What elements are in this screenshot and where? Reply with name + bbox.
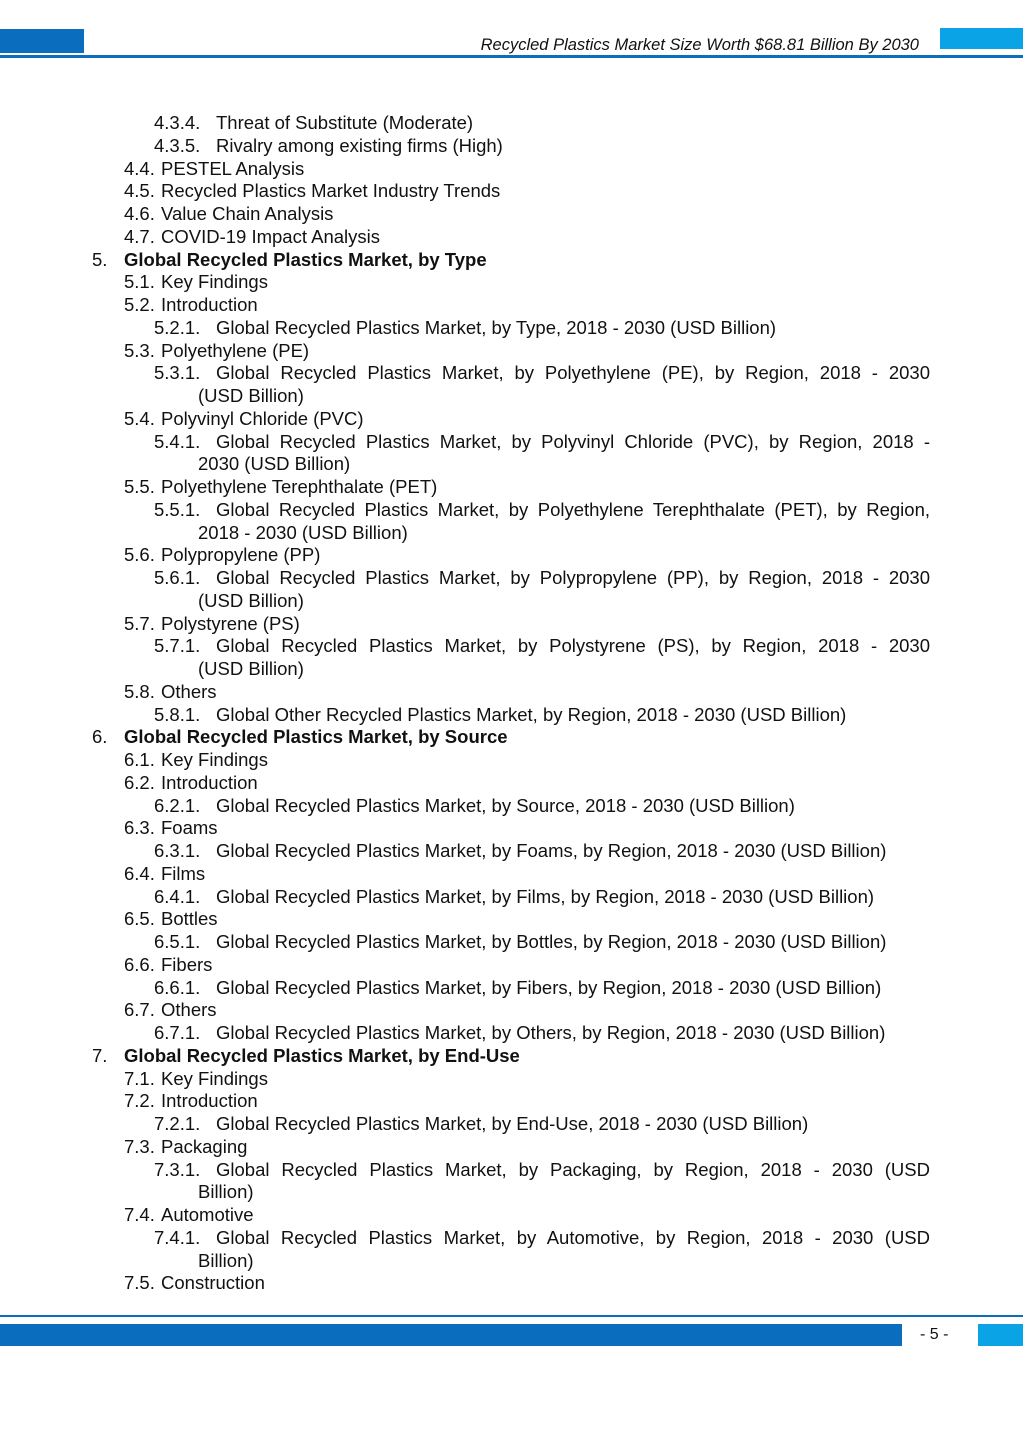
toc-entry bbox=[0, 294, 1023, 317]
toc-entry-number: 5.7. bbox=[124, 612, 155, 634]
toc-entry-number: 5.8. bbox=[124, 680, 155, 702]
toc-entry bbox=[0, 1272, 1023, 1295]
toc-entry-text: Polyethylene (PE) bbox=[161, 339, 310, 361]
toc-entry-number: 5.2. bbox=[124, 294, 155, 315]
footer-bar bbox=[0, 1324, 902, 1346]
toc-entry-text: Rivalry among existing firms (High) bbox=[216, 134, 503, 156]
toc-entry-text: Billion) bbox=[198, 1249, 254, 1271]
toc-entry-text: Global Recycled Plastics Market, by Automotive, by Region, 2018 - 2030 (USD bbox=[216, 1226, 930, 1248]
header-accent-right bbox=[940, 28, 1023, 49]
toc-entry-number: 4.4. bbox=[124, 157, 155, 179]
toc-entry-text: Foams bbox=[161, 817, 218, 839]
toc-entry-number: 4.7. bbox=[124, 225, 155, 247]
toc-entry-number: 7.2. bbox=[124, 1090, 155, 1112]
toc-entry-number: 5.6. bbox=[124, 544, 155, 566]
toc-entry-number: 7.3.1. bbox=[154, 1158, 201, 1180]
toc-entry bbox=[0, 749, 1023, 772]
toc-entry-text: Global Recycled Plastics Market, by Source bbox=[124, 726, 508, 748]
toc-entry-number: 6.5.1. bbox=[154, 931, 201, 952]
toc-entry-text: Automotive bbox=[161, 1204, 254, 1225]
toc-entry-number: 5.8.1. bbox=[154, 703, 201, 725]
toc-entry bbox=[0, 1227, 1023, 1250]
toc-entry-text: (USD Billion) bbox=[198, 658, 304, 679]
toc-entry bbox=[0, 408, 1023, 431]
toc-entry bbox=[0, 863, 1023, 886]
toc-entry bbox=[0, 1204, 1023, 1227]
toc-entry-continuation bbox=[0, 590, 1023, 613]
toc-entry bbox=[0, 726, 1023, 749]
toc-entry bbox=[0, 203, 1023, 226]
toc-entry-text: Global Recycled Plastics Market, by Polyethylene (PE), by Region, 2018 - 2030 bbox=[216, 362, 930, 384]
toc-entry-text: Global Recycled Plastics Market, by Type bbox=[124, 248, 487, 270]
toc-entry-text: Global Recycled Plastics Market, by Polyvinyl Chloride (PVC), by Region, 2018 - bbox=[216, 430, 930, 452]
toc-entry-number: 6. bbox=[92, 726, 108, 748]
toc-entry-text: Fibers bbox=[161, 953, 213, 975]
toc-entry-continuation bbox=[0, 385, 1023, 408]
toc-entry-text: Introduction bbox=[161, 771, 258, 793]
footer-accent-right bbox=[978, 1324, 1023, 1346]
toc-entry bbox=[0, 704, 1023, 727]
toc-entry-continuation bbox=[0, 1250, 1023, 1273]
toc-entry bbox=[0, 681, 1023, 704]
toc-entry-text: Polystyrene (PS) bbox=[161, 612, 300, 634]
toc-entry-text: Global Recycled Plastics Market, by Others, by Region, 2018 - 2030 (USD Billion) bbox=[216, 1022, 886, 1043]
toc-entry-number: 5.4.1. bbox=[154, 430, 201, 452]
toc-entry-text: Global Recycled Plastics Market, by End-Use bbox=[124, 1044, 520, 1066]
toc-entry-number: 5.3.1. bbox=[154, 362, 201, 384]
toc-entry-number: 6.6. bbox=[124, 953, 155, 975]
toc-entry-text: Global Recycled Plastics Market, by Polystyrene (PS), by Region, 2018 - 2030 bbox=[216, 635, 930, 657]
toc-entry-text: (USD Billion) bbox=[198, 589, 304, 611]
toc-entry bbox=[0, 362, 1023, 385]
toc-entry bbox=[0, 567, 1023, 590]
toc-entry bbox=[0, 931, 1023, 954]
toc-entry bbox=[0, 158, 1023, 181]
footer-rule bbox=[0, 1315, 1023, 1317]
toc-entry-text: Global Recycled Plastics Market, by Films, by Region, 2018 - 2030 (USD Billion) bbox=[216, 885, 875, 907]
toc-entry-number: 4.6. bbox=[124, 203, 155, 224]
toc-entry bbox=[0, 499, 1023, 522]
toc-entry bbox=[0, 1045, 1023, 1068]
toc-entry bbox=[0, 772, 1023, 795]
toc-entry bbox=[0, 1022, 1023, 1045]
toc-entry-number: 6.4.1. bbox=[154, 885, 201, 907]
toc-entry-text: Construction bbox=[161, 1272, 265, 1294]
toc-entry-text: Bottles bbox=[161, 908, 218, 930]
toc-entry-number: 6.2.1. bbox=[154, 794, 201, 816]
toc-entry bbox=[0, 317, 1023, 340]
toc-entry-text: Global Recycled Plastics Market, by Foams, by Region, 2018 - 2030 (USD Billion) bbox=[216, 840, 887, 861]
page-header-title: Recycled Plastics Market Size Worth $68.81 Billion By 2030 bbox=[480, 36, 919, 54]
toc-entry-number: 6.7.1. bbox=[154, 1022, 201, 1043]
toc-entry-text: Films bbox=[161, 862, 206, 884]
toc-entry-text: Global Recycled Plastics Market, by End-Use, 2018 - 2030 (USD Billion) bbox=[216, 1113, 809, 1134]
toc-entry bbox=[0, 271, 1023, 294]
toc-entry-number: 6.5. bbox=[124, 908, 155, 930]
toc-entry bbox=[0, 112, 1023, 135]
toc-entry-number: 5.7.1. bbox=[154, 635, 201, 657]
toc-entry-number: 7.2.1. bbox=[154, 1113, 201, 1134]
toc-entry-text: PESTEL Analysis bbox=[161, 157, 305, 179]
toc-entry-text: Others bbox=[161, 680, 217, 702]
toc-entry-number: 6.7. bbox=[124, 999, 155, 1021]
toc-entry bbox=[0, 817, 1023, 840]
header-accent-left bbox=[0, 29, 84, 53]
toc-entry-number: 7. bbox=[92, 1044, 108, 1066]
toc-entry-number: 5.5. bbox=[124, 476, 155, 497]
toc-entry bbox=[0, 977, 1023, 1000]
toc-entry bbox=[0, 340, 1023, 363]
toc-entry-text: Global Recycled Plastics Market, by Type, 2018 - 2030 (USD Billion) bbox=[216, 316, 777, 338]
toc-entry-text: Value Chain Analysis bbox=[161, 203, 334, 224]
toc-entry-number: 5.5.1. bbox=[154, 498, 201, 520]
toc-entry-number: 5. bbox=[92, 248, 108, 270]
toc-entry-text: Polyethylene Terephthalate (PET) bbox=[161, 476, 438, 497]
toc-entry bbox=[0, 135, 1023, 158]
toc-entry bbox=[0, 795, 1023, 818]
toc-entry-number: 6.2. bbox=[124, 771, 155, 793]
toc-entry-text: Global Recycled Plastics Market, by Fibers, by Region, 2018 - 2030 (USD Billion) bbox=[216, 976, 882, 998]
toc-entry-text: Billion) bbox=[198, 1181, 254, 1203]
toc-entry-text: Global Other Recycled Plastics Market, by Region, 2018 - 2030 (USD Billion) bbox=[216, 703, 847, 725]
toc-entry-text: Key Findings bbox=[161, 749, 268, 770]
toc-entry-text: Global Recycled Plastics Market, by Source, 2018 - 2030 (USD Billion) bbox=[216, 794, 795, 816]
toc-entry-text: Introduction bbox=[161, 294, 258, 315]
toc-entry-text: Global Recycled Plastics Market, by Packaging, by Region, 2018 - 2030 (USD bbox=[216, 1158, 930, 1180]
toc-entry-text: Threat of Substitute (Moderate) bbox=[216, 112, 474, 133]
toc-entry-number: 5.6.1. bbox=[154, 567, 201, 588]
table-of-contents bbox=[0, 112, 1023, 1295]
toc-entry bbox=[0, 1113, 1023, 1136]
toc-entry-number: 5.4. bbox=[124, 407, 155, 429]
toc-entry-text: Polypropylene (PP) bbox=[161, 544, 321, 566]
toc-entry-number: 6.3.1. bbox=[154, 840, 201, 861]
toc-entry bbox=[0, 954, 1023, 977]
toc-entry bbox=[0, 476, 1023, 499]
toc-entry bbox=[0, 1068, 1023, 1091]
toc-entry-text: Global Recycled Plastics Market, by Bottles, by Region, 2018 - 2030 (USD Billion) bbox=[216, 931, 887, 952]
toc-entry bbox=[0, 544, 1023, 567]
toc-entry bbox=[0, 840, 1023, 863]
toc-entry-number: 4.3.4. bbox=[154, 112, 201, 133]
toc-entry bbox=[0, 999, 1023, 1022]
toc-entry-number: 7.4.1. bbox=[154, 1226, 201, 1248]
toc-entry-text: Key Findings bbox=[161, 1067, 268, 1089]
toc-entry bbox=[0, 180, 1023, 203]
toc-entry-number: 7.5. bbox=[124, 1272, 155, 1294]
toc-entry-text: COVID-19 Impact Analysis bbox=[161, 225, 380, 247]
toc-entry-number: 6.4. bbox=[124, 862, 155, 884]
toc-entry bbox=[0, 635, 1023, 658]
toc-entry-continuation bbox=[0, 453, 1023, 476]
toc-entry-number: 6.1. bbox=[124, 749, 155, 770]
toc-entry-number: 5.3. bbox=[124, 339, 155, 361]
toc-entry-number: 4.3.5. bbox=[154, 134, 201, 156]
toc-entry-number: 7.3. bbox=[124, 1135, 155, 1157]
toc-entry bbox=[0, 1159, 1023, 1182]
toc-entry-number: 6.6.1. bbox=[154, 976, 201, 998]
toc-entry-text: Global Recycled Plastics Market, by Polyethylene Terephthalate (PET), by Region, bbox=[216, 498, 930, 520]
toc-entry-continuation bbox=[0, 1181, 1023, 1204]
toc-entry-number: 4.5. bbox=[124, 180, 155, 202]
toc-entry-text: Key Findings bbox=[161, 271, 268, 293]
toc-entry-text: Polyvinyl Chloride (PVC) bbox=[161, 407, 364, 429]
toc-entry-number: 6.3. bbox=[124, 817, 155, 839]
toc-entry-continuation bbox=[0, 658, 1023, 681]
toc-entry bbox=[0, 431, 1023, 454]
toc-entry bbox=[0, 1090, 1023, 1113]
toc-entry-number: 5.1. bbox=[124, 271, 155, 293]
toc-entry bbox=[0, 886, 1023, 909]
toc-entry-text: 2030 (USD Billion) bbox=[198, 453, 351, 475]
header-rule bbox=[0, 55, 1023, 58]
toc-entry-text: 2018 - 2030 (USD Billion) bbox=[198, 521, 408, 543]
toc-entry-text: (USD Billion) bbox=[198, 385, 304, 406]
toc-entry bbox=[0, 613, 1023, 636]
toc-entry-text: Global Recycled Plastics Market, by Polypropylene (PP), by Region, 2018 - 2030 bbox=[216, 567, 930, 588]
toc-entry-number: 5.2.1. bbox=[154, 316, 201, 338]
toc-entry bbox=[0, 249, 1023, 272]
toc-entry-number: 7.1. bbox=[124, 1067, 155, 1089]
toc-entry-text: Recycled Plastics Market Industry Trends bbox=[161, 180, 501, 202]
toc-entry-number: 7.4. bbox=[124, 1204, 155, 1225]
toc-entry-text: Others bbox=[161, 999, 217, 1021]
toc-entry-text: Introduction bbox=[161, 1090, 258, 1112]
toc-entry bbox=[0, 226, 1023, 249]
toc-entry-text: Packaging bbox=[161, 1135, 248, 1157]
toc-entry-continuation bbox=[0, 522, 1023, 545]
toc-entry bbox=[0, 1136, 1023, 1159]
toc-entry bbox=[0, 908, 1023, 931]
page-number: - 5 - bbox=[920, 1326, 949, 1343]
